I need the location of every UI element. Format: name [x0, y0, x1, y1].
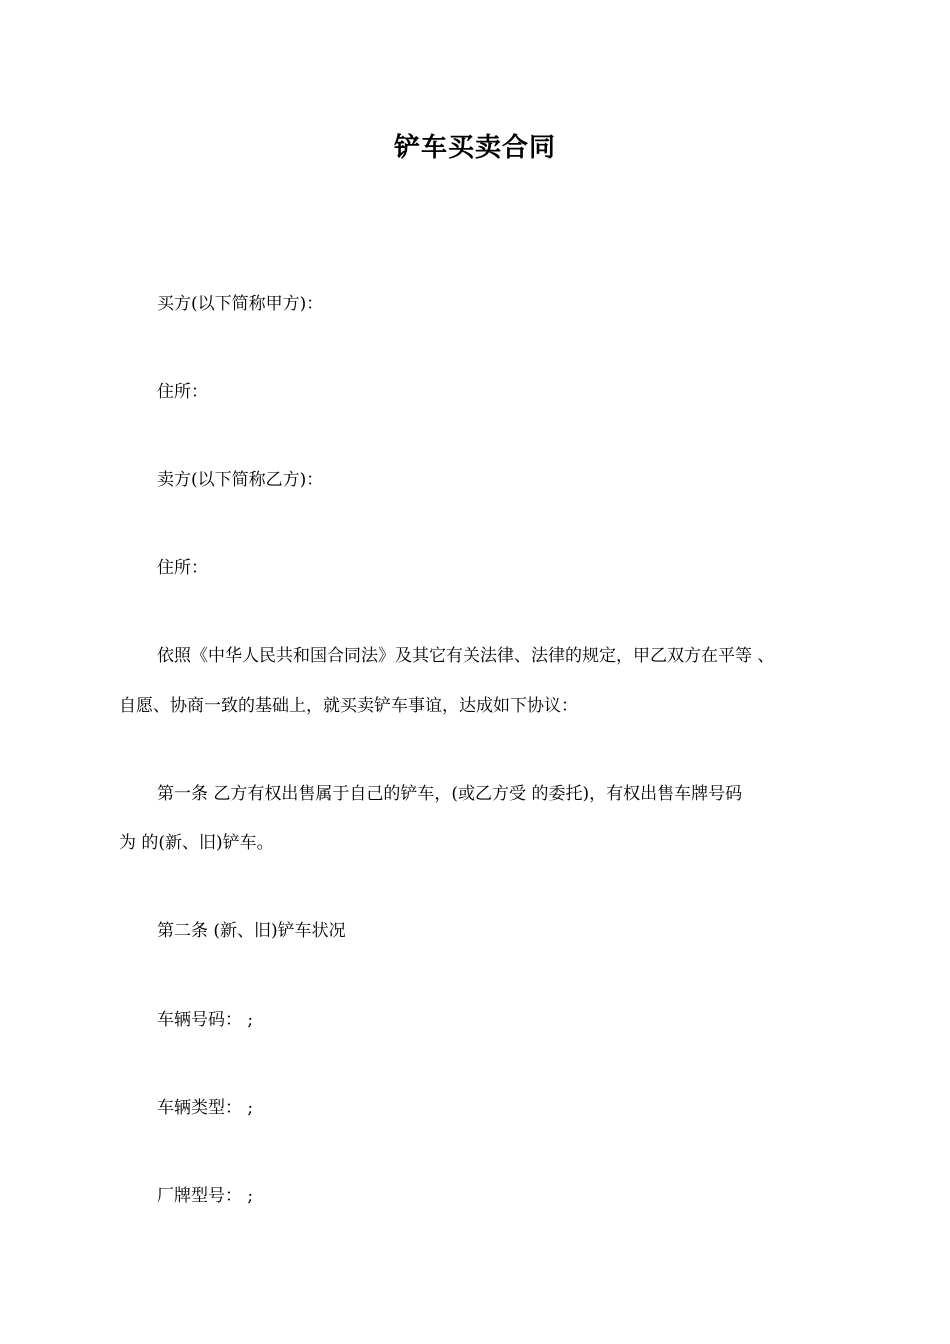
vehicle-type-field: 车辆类型： ; [157, 1098, 254, 1118]
seller-label: 卖方(以下简称乙方)： [157, 470, 324, 490]
document-title: 铲车买卖合同 [393, 133, 556, 163]
article-1-line-1: 第一条 乙方有权出售属于自己的铲车，(或乙方受 的委托)，有权出售车牌号码 [157, 784, 743, 804]
brand-model-field: 厂牌型号： ; [157, 1186, 254, 1206]
buyer-label: 买方(以下简称甲方)： [157, 294, 324, 314]
buyer-address-label: 住所： [157, 382, 208, 402]
article-2-heading: 第二条 (新、旧)铲车状况 [157, 921, 346, 941]
vehicle-number-field: 车辆号码： ; [157, 1010, 254, 1030]
article-1-line-2: 为 的(新、旧)铲车。 [119, 833, 274, 853]
preamble-line-1: 依照《中华人民共和国合同法》及其它有关法律、法律的规定，甲乙双方在平等 、 [157, 646, 775, 666]
seller-address-label: 住所： [157, 558, 208, 578]
preamble-line-2: 自愿、协商一致的基础上，就买卖铲车事谊，达成如下协议： [119, 696, 578, 716]
